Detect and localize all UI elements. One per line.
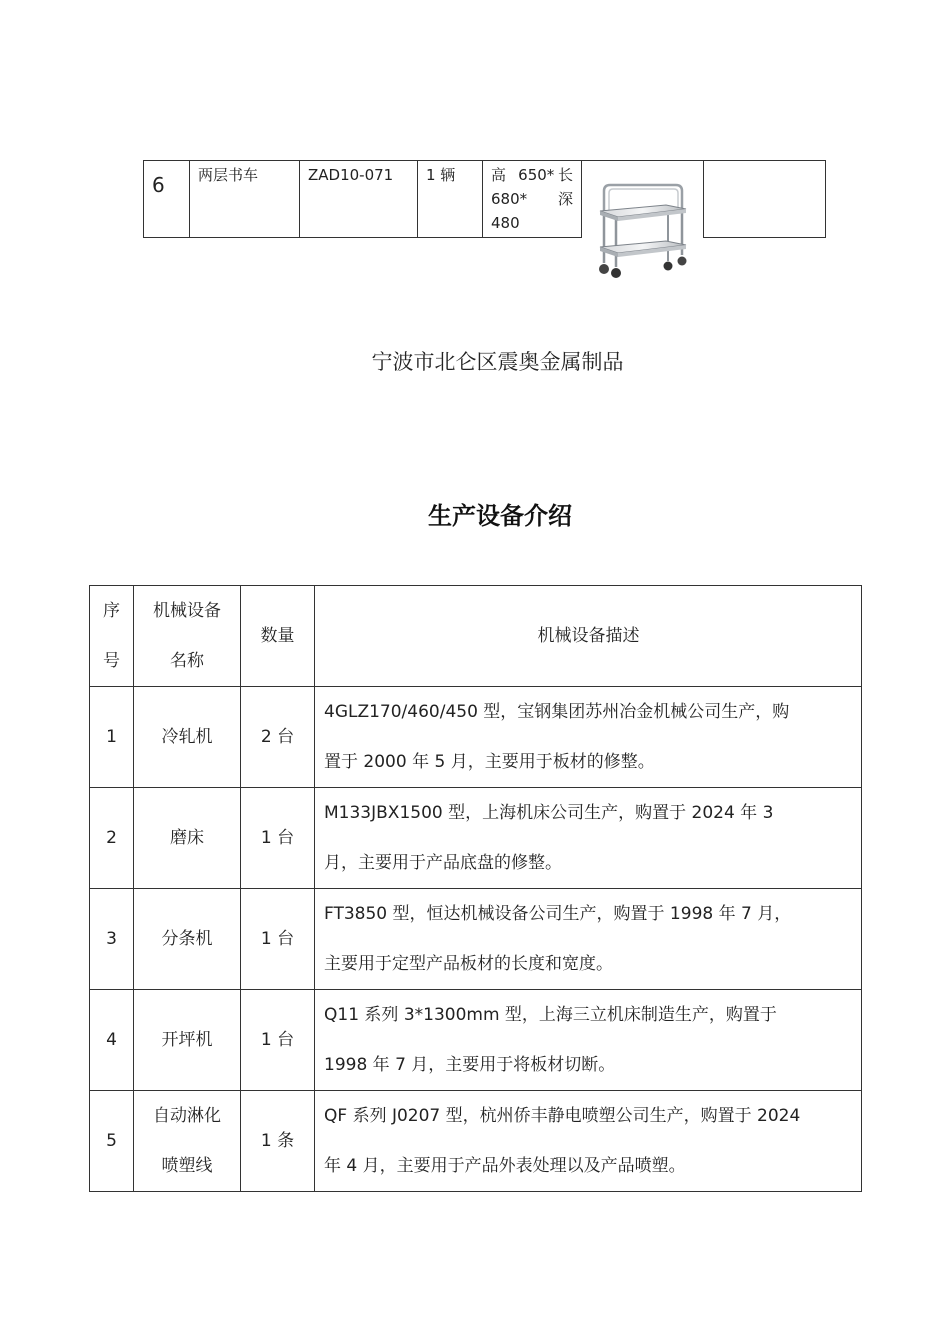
equipment-header-row xyxy=(90,586,862,687)
table-row xyxy=(90,687,862,788)
description-line: QF 系列 J0207 型，杭州侨丰静电喷塑公司生产，购置于 2024 xyxy=(324,1106,801,1126)
header-name xyxy=(134,586,241,687)
header-index xyxy=(90,586,134,687)
two-tier-cart-icon xyxy=(590,183,690,279)
row-name: 冷轧机 xyxy=(134,687,241,788)
company-name: 宁波市北仑区震奥金属制品 xyxy=(371,350,624,374)
product-row xyxy=(144,161,826,238)
row-description xyxy=(315,990,862,1091)
dimension-line: 480 xyxy=(491,214,520,232)
description-line: 置于 2000 年 5 月，主要用于板材的修整。 xyxy=(324,752,655,772)
row-name xyxy=(134,1091,241,1192)
row-index: 5 xyxy=(90,1091,134,1192)
header-text: 名称 xyxy=(170,651,204,671)
row-description xyxy=(315,1091,862,1192)
product-name: 两层书车 xyxy=(190,161,300,238)
table-row xyxy=(90,788,862,889)
table-row xyxy=(90,1091,862,1192)
header-description: 机械设备描述 xyxy=(315,586,862,687)
row-quantity: 2 台 xyxy=(241,687,315,788)
row-description xyxy=(315,788,862,889)
dimension-line: 680* 深 xyxy=(491,190,573,208)
product-empty-cell xyxy=(704,161,826,238)
description-line: 主要用于定型产品板材的长度和宽度。 xyxy=(324,954,613,974)
product-model: ZAD10-071 xyxy=(300,161,418,238)
description-line: M133JBX1500 型，上海机床公司生产，购置于 2024 年 3 xyxy=(324,803,774,823)
equipment-table xyxy=(89,585,862,1192)
header-text: 机械设备 xyxy=(153,601,221,621)
description-line: FT3850 型，恒达机械设备公司生产，购置于 1998 年 7 月， xyxy=(324,904,792,924)
row-quantity: 1 台 xyxy=(241,788,315,889)
row-quantity: 1 条 xyxy=(241,1091,315,1192)
description-line: 1998 年 7 月，主要用于将板材切断。 xyxy=(324,1055,616,1075)
product-image-cell xyxy=(582,161,704,238)
table-row xyxy=(90,990,862,1091)
table-row xyxy=(90,889,862,990)
row-index: 1 xyxy=(90,687,134,788)
row-name: 磨床 xyxy=(134,788,241,889)
description-line: 4GLZ170/460/450 型，宝钢集团苏州冶金机械公司生产，购 xyxy=(324,702,790,722)
header-text: 号 xyxy=(103,651,120,671)
header-text: 序 xyxy=(103,601,120,621)
product-dimensions xyxy=(483,161,582,238)
row-index: 4 xyxy=(90,990,134,1091)
row-quantity: 1 台 xyxy=(241,889,315,990)
header-quantity: 数量 xyxy=(241,586,315,687)
row-name: 分条机 xyxy=(134,889,241,990)
description-line: Q11 系列 3*1300mm 型，上海三立机床制造生产，购置于 xyxy=(324,1005,777,1025)
name-line: 喷塑线 xyxy=(161,1156,213,1176)
product-quantity: 1 辆 xyxy=(418,161,483,238)
row-name: 开坪机 xyxy=(134,990,241,1091)
product-table xyxy=(143,160,826,238)
dimension-line: 高 650*长 xyxy=(491,166,573,184)
row-description xyxy=(315,687,862,788)
description-line: 月，主要用于产品底盘的修整。 xyxy=(324,853,562,873)
name-line: 自动淋化 xyxy=(153,1106,221,1126)
product-index: 6 xyxy=(144,161,190,238)
description-line: 年 4 月，主要用于产品外表处理以及产品喷塑。 xyxy=(324,1156,686,1176)
row-index: 2 xyxy=(90,788,134,889)
section-title: 生产设备介绍 xyxy=(428,502,572,530)
row-description xyxy=(315,889,862,990)
row-quantity: 1 台 xyxy=(241,990,315,1091)
row-index: 3 xyxy=(90,889,134,990)
